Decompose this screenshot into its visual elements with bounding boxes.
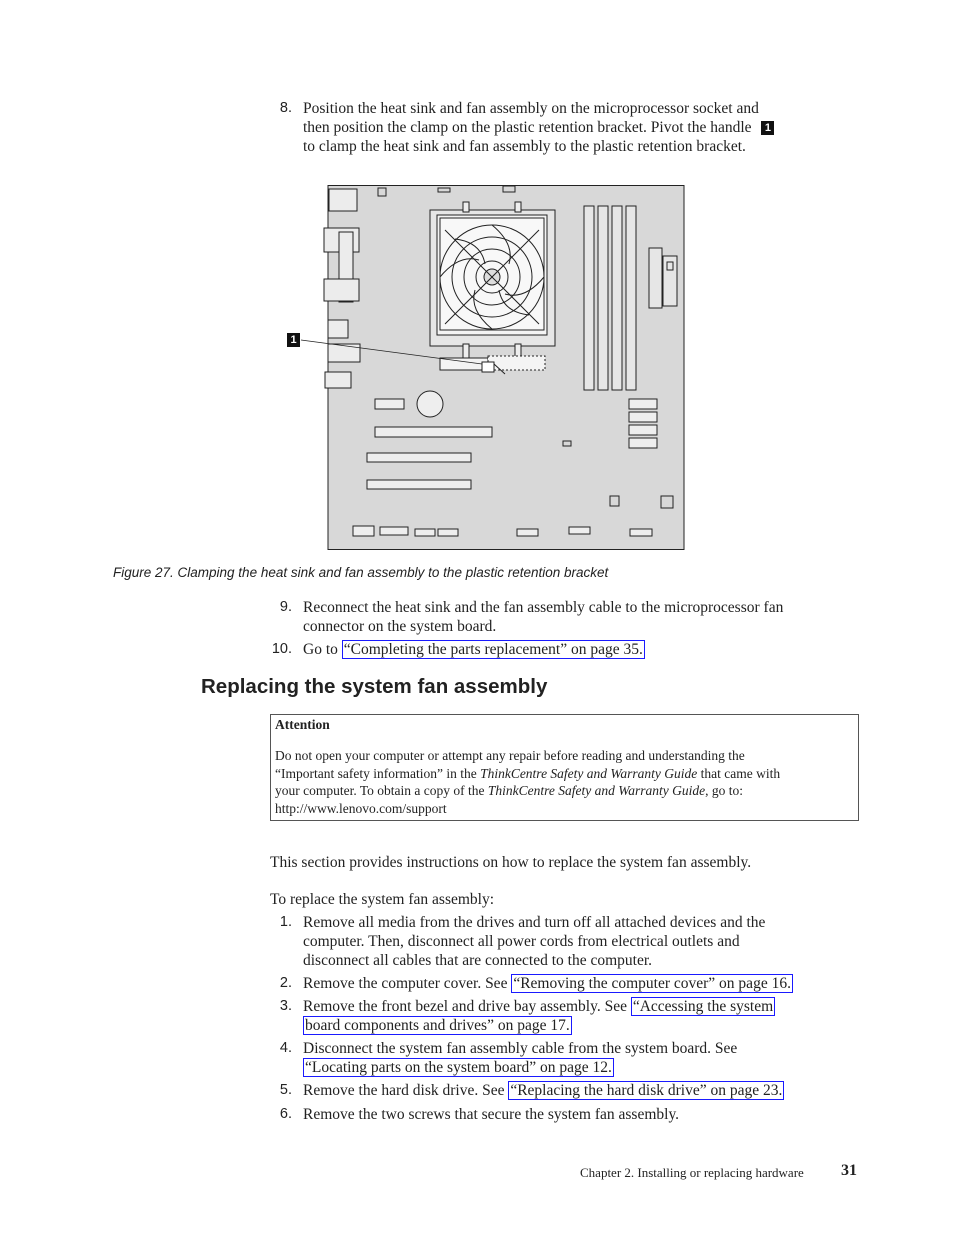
memory-slot — [626, 206, 636, 390]
step-8-line-text: then position the clamp on the plastic retention bracket. Pivot the handle — [303, 119, 752, 136]
header-connector — [630, 529, 652, 536]
link-replacing-hard-disk[interactable]: “Replacing the hard disk drive” on page 23. — [510, 1082, 783, 1099]
callout-1: 1 — [761, 121, 774, 135]
header-connector — [415, 529, 435, 536]
power-connector — [649, 248, 662, 308]
step-10-prefix: Go to — [303, 641, 338, 658]
drive-connector — [629, 425, 657, 435]
heat-sink-clip — [463, 344, 469, 358]
step-9-number: 9. — [279, 599, 292, 615]
link-removing-computer-cover[interactable]: “Removing the computer cover” on page 16. — [513, 975, 791, 992]
memory-slot — [598, 206, 608, 390]
step-5-number: 5. — [279, 1082, 292, 1098]
attention-label: Attention — [275, 717, 330, 732]
memory-slot — [612, 206, 622, 390]
step-1-line: computer. Then, disconnect all power cords from electrical outlets and — [303, 933, 740, 950]
header-connector — [438, 529, 458, 536]
step-1-number: 1. — [279, 914, 292, 930]
header-connector — [380, 527, 408, 535]
step-4-text — [303, 1039, 855, 1077]
rear-connector — [329, 189, 357, 211]
step-2-number: 2. — [279, 975, 292, 991]
header-connector — [569, 527, 590, 534]
step-8-line — [303, 118, 855, 137]
step-1-line: disconnect all cables that are connected to the computer. — [303, 952, 653, 969]
link-accessing-system-board[interactable]: “Accessing the system — [632, 998, 774, 1015]
step-8-text — [303, 99, 855, 156]
rear-connector — [328, 344, 360, 362]
figure-caption: Figure 27. Clamping the heat sink and fan assembly to the plastic retention bracket — [113, 565, 609, 580]
heat-sink-clip — [515, 202, 521, 212]
header-connector — [517, 529, 538, 536]
link-locating-parts[interactable]: “Locating parts on the system board” on page 12. — [305, 1059, 612, 1076]
attention-text-span: “Important safety information” in the — [275, 765, 477, 781]
expansion-slot — [367, 480, 471, 489]
step-2-text — [303, 974, 855, 993]
header-connector — [353, 526, 374, 536]
heat-sink-clip — [463, 202, 469, 212]
step-6-number: 6. — [279, 1106, 292, 1122]
footer-chapter: Chapter 2. Installing or replacing hardware — [580, 1165, 804, 1180]
step-1-text — [303, 913, 855, 970]
attention-line: Do not open your computer or attempt any repair before reading and understanding the — [275, 748, 745, 763]
step-4-number: 4. — [279, 1040, 292, 1056]
figure-callout-1: 1 — [287, 333, 300, 347]
guide-title: ThinkCentre Safety and Warranty Guide — [480, 765, 698, 781]
attention-box — [270, 714, 859, 821]
attention-text-span: that came with — [700, 765, 781, 781]
memory-slot — [584, 206, 594, 390]
battery — [417, 391, 443, 417]
step-8-line: to clamp the heat sink and fan assembly to the plastic retention bracket. — [303, 138, 746, 155]
step-1-line: Remove all media from the drives and turn off all attached devices and the — [303, 914, 766, 931]
step-9-line: connector on the system board. — [303, 618, 497, 635]
expansion-slot — [367, 453, 471, 462]
retention-bracket-dashed — [488, 356, 545, 370]
step-3-text — [303, 997, 855, 1035]
system-board-figure — [285, 184, 687, 552]
rear-connector — [328, 320, 348, 338]
drive-connector — [629, 399, 657, 409]
step-9-text — [303, 598, 855, 636]
attention-text-span: your computer. To obtain a copy of the — [275, 783, 485, 798]
lead-paragraph: To replace the system fan assembly: — [270, 891, 495, 908]
step-2-prefix: Remove the computer cover. See — [303, 975, 508, 992]
guide-title: ThinkCentre Safety and Warranty Guide — [487, 783, 706, 798]
step-3-line — [303, 997, 855, 1016]
link-completing-parts-replacement[interactable]: “Completing the parts replacement” on page 35. — [343, 641, 643, 658]
link-accessing-system-board-cont[interactable]: board components and drives” on page 17. — [305, 1017, 570, 1034]
step-9-line: Reconnect the heat sink and the fan assembly cable to the microprocessor fan — [303, 599, 784, 616]
step-10-number: 10. — [271, 641, 292, 657]
attention-text — [275, 747, 855, 817]
clamp-handle — [482, 362, 494, 372]
section-heading: Replacing the system fan assembly — [201, 675, 548, 698]
power-connector — [663, 256, 677, 306]
page-number: 31 — [841, 1162, 857, 1179]
step-3-line — [303, 1016, 855, 1035]
step-4-line: Disconnect the system fan assembly cable from the system board. See — [303, 1040, 738, 1057]
step-8-number: 8. — [279, 100, 292, 116]
attention-text-span: , go to: — [705, 783, 744, 798]
step-5-prefix: Remove the hard disk drive. See — [303, 1082, 505, 1099]
support-url: http://www.lenovo.com/support — [275, 800, 447, 816]
step-4-line — [303, 1058, 855, 1077]
intro-paragraph: This section provides instructions on how to replace the system fan assembly. — [270, 854, 752, 871]
step-3-prefix: Remove the front bezel and drive bay assembly. See — [303, 998, 627, 1015]
step-8-line: Position the heat sink and fan assembly on the microprocessor socket and — [303, 100, 759, 117]
step-3-number: 3. — [279, 998, 292, 1014]
step-10-text — [303, 640, 855, 659]
attention-line — [275, 765, 855, 783]
step-6-text: Remove the two screws that secure the system fan assembly. — [303, 1106, 680, 1123]
expansion-slot — [375, 427, 492, 437]
step-5-text — [303, 1081, 855, 1100]
attention-line — [275, 782, 855, 800]
drive-connector — [629, 438, 657, 448]
rear-connector — [325, 372, 351, 388]
rear-connector — [324, 279, 359, 301]
board-component — [375, 399, 404, 409]
drive-connector — [629, 412, 657, 422]
